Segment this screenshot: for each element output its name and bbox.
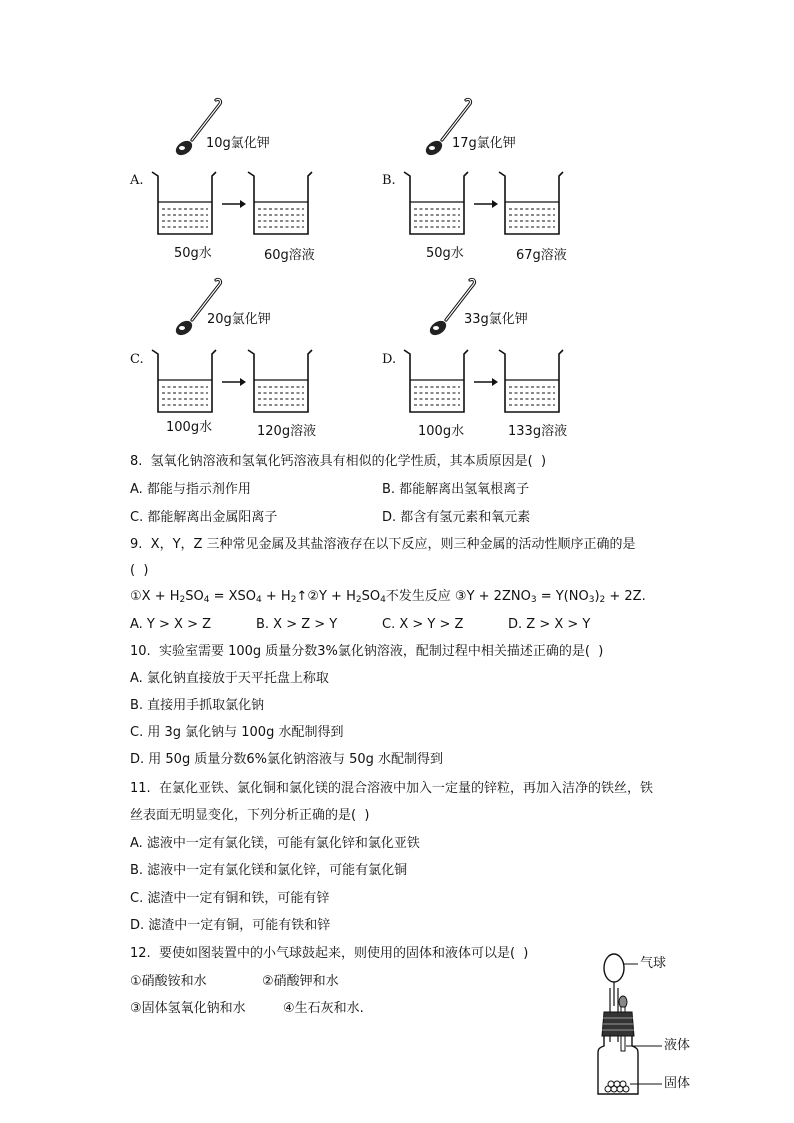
option-d[interactable]: D. 都含有氢元素和氧元素 [382,510,531,525]
beaker-water-icon [408,350,470,414]
question-stem: 10. 实验室需要 100g 质量分数3%氯化钠溶液，配制过程中相关描述正确的是( ) [130,644,604,659]
option-b[interactable]: B. 滤液中一定有氯化镁和氯化锌，可能有氯化铜 [130,863,408,878]
option-letter: B. [382,173,396,188]
solution-label: 67g溶液 [516,248,567,263]
option-letter: A. [130,173,144,188]
option-d[interactable]: D. Z > X > Y [508,617,591,632]
arrow-icon [474,204,500,214]
spoon-label: 20g氯化钾 [207,312,271,327]
liquid-label: 液体 [664,1038,691,1053]
option-b[interactable]: B. 都能解离出氢氧根离子 [382,482,530,497]
beaker-water-icon [408,172,470,236]
beaker-solution-icon [503,350,565,414]
spoon-label: 17g氯化钾 [452,136,516,151]
solid-label: 固体 [664,1076,691,1091]
option-letter: C. [130,352,144,367]
water-label: 100g水 [166,420,213,435]
water-label: 100g水 [418,424,465,439]
question-stem: 9. X，Y，Z 三种常见金属及其盐溶液存在以下反应，则三种金属的活动性顺序正确的是 [130,537,636,552]
option-c[interactable]: C. 滤渣中一定有铜和铁，可能有锌 [130,891,330,906]
question-stem: 11. 在氯化亚铁、氯化铜和氯化镁的混合溶液中加入一定量的锌粒，再加入洁净的铁丝，铁 [130,781,653,796]
beaker-solution-icon [252,350,314,414]
option-d[interactable]: D. 滤渣中一定有铜，可能有铁和锌 [130,918,331,933]
choice-2: ②硝酸钾和水 [262,974,339,989]
water-label: 50g水 [174,246,212,261]
option-b[interactable]: B. 直接用手抓取氯化钠 [130,698,265,713]
option-c[interactable]: C. 都能解离出金属阳离子 [130,510,278,525]
beaker-water-icon [156,350,218,414]
beaker-water-icon [156,172,218,236]
choice-4: ④生石灰和水. [283,1001,364,1016]
solution-label: 120g溶液 [257,424,317,439]
arrow-icon [474,382,500,392]
solution-label: 60g溶液 [264,248,315,263]
option-a[interactable]: A. Y > X > Z [130,617,211,632]
option-c[interactable]: C. X > Y > Z [382,617,464,632]
spoon-label: 10g氯化钾 [206,136,270,151]
option-a[interactable]: A. 都能与指示剂作用 [130,482,251,497]
option-b[interactable]: B. X > Z > Y [256,617,338,632]
arrow-icon [222,204,248,214]
option-a[interactable]: A. 滤液中一定有氯化镁，可能有氯化锌和氯化亚铁 [130,836,420,851]
option-d[interactable]: D. 用 50g 质量分数6%氯化钠溶液与 50g 水配制得到 [130,752,444,767]
solution-label: 133g溶液 [508,424,568,439]
option-a[interactable]: A. 氯化钠直接放于天平托盘上称取 [130,671,329,686]
question-stem-cont: ( ) [130,563,149,578]
water-label: 50g水 [426,246,464,261]
choice-3: ③固体氢氧化钠和水 [130,1001,246,1016]
question-stem: 8. 氢氧化钠溶液和氢氧化钙溶液具有相似的化学性质，其本质原因是( ) [130,454,547,469]
option-letter: D. [382,352,397,367]
question-stem-cont: 丝表面无明显变化，下列分析正确的是( ) [130,808,370,823]
spoon-icon [430,280,480,340]
spoon-icon [176,280,226,340]
option-c[interactable]: C. 用 3g 氯化钠与 100g 水配制得到 [130,725,344,740]
arrow-icon [222,382,248,392]
balloon-label: 气球 [640,956,667,971]
choice-1: ①硝酸铵和水 [130,974,207,989]
beaker-solution-icon [252,172,314,236]
spoon-label: 33g氯化钾 [464,312,528,327]
beaker-solution-icon [503,172,565,236]
reaction-equations: ①X + $H_2SO_4 = XSO_4$ + $H_2↑②Y + H_2SO_4$不发生反应 ③Y + $2ZNO_3 = Y(NO_3)_2 + 2Z$. [130,589,646,605]
question-stem: 12. 要使如图装置中的小气球鼓起来，则使用的固体和液体可以是( ) [130,946,529,961]
